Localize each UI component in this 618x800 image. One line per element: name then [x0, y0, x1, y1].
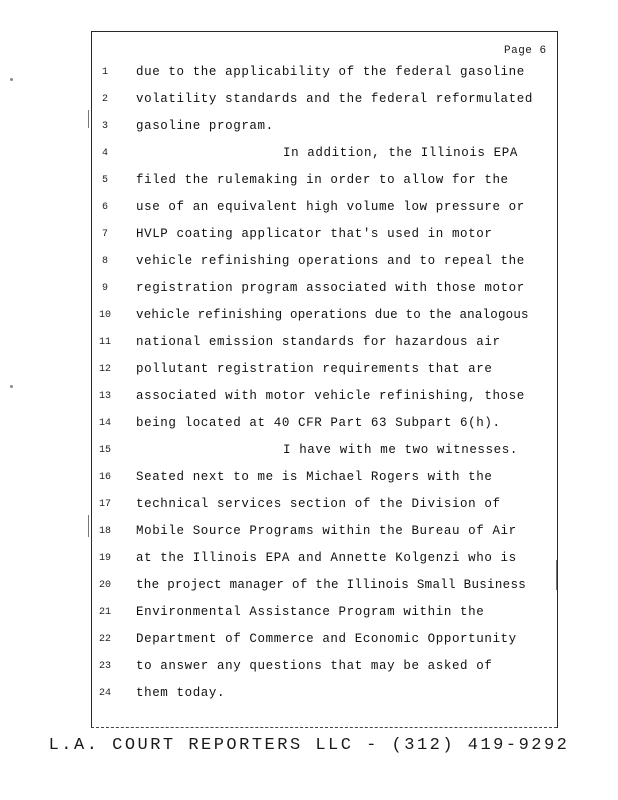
line-number: 16 [98, 472, 111, 483]
line-number: 13 [98, 391, 111, 402]
line-number: 5 [101, 175, 108, 186]
transcript-line: use of an equivalent high volume low pressure or [136, 200, 525, 214]
transcript-line: due to the applicability of the federal gasoline [136, 65, 525, 79]
line-number: 10 [98, 310, 111, 321]
margin-tick [88, 110, 89, 128]
line-number: 2 [101, 94, 108, 105]
line-number: 18 [98, 526, 111, 537]
transcript-line: national emission standards for hazardous air [136, 335, 501, 349]
line-number: 17 [98, 499, 111, 510]
line-number: 6 [101, 202, 108, 213]
transcript-line: I have with me two witnesses. [283, 443, 518, 457]
transcript-line: In addition, the Illinois EPA [283, 146, 518, 160]
transcript-line: technical services section of the Division of [136, 497, 501, 511]
transcript-line: the project manager of the Illinois Small Business [136, 578, 527, 592]
margin-tick [556, 560, 557, 590]
line-number: 4 [101, 148, 108, 159]
page-frame-bottom-rule [91, 727, 557, 728]
transcript-line: gasoline program. [136, 119, 274, 133]
court-reporter-footer: L.A. COURT REPORTERS LLC - (312) 419-9292 [48, 736, 570, 755]
line-number: 24 [98, 688, 111, 699]
transcript-line: Department of Commerce and Economic Opportunity [136, 632, 517, 646]
line-number: 21 [98, 607, 111, 618]
scan-mark [10, 78, 13, 81]
line-number: 20 [98, 580, 111, 591]
transcript-line: at the Illinois EPA and Annette Kolgenzi who is [136, 551, 517, 565]
transcript-line: being located at 40 CFR Part 63 Subpart 6(h). [136, 416, 501, 430]
transcript-line: vehicle refinishing operations and to repeal the [136, 254, 525, 268]
transcript-line: associated with motor vehicle refinishing, those [136, 389, 525, 403]
page-number: Page 6 [504, 45, 547, 57]
transcript-line: Mobile Source Programs within the Bureau of Air [136, 524, 517, 538]
line-number: 8 [101, 256, 108, 267]
transcript-line: Seated next to me is Michael Rogers with the [136, 470, 493, 484]
line-number: 19 [98, 553, 111, 564]
scan-mark [10, 385, 13, 388]
line-number: 1 [101, 67, 108, 78]
transcript-page-frame [91, 31, 558, 728]
line-number: 23 [98, 661, 111, 672]
transcript-line: filed the rulemaking in order to allow for the [136, 173, 509, 187]
margin-tick [88, 515, 89, 537]
line-number: 12 [98, 364, 111, 375]
line-number: 14 [98, 418, 111, 429]
transcript-line: volatility standards and the federal reformulated [136, 92, 533, 106]
line-number: 11 [98, 337, 111, 348]
line-number: 7 [101, 229, 108, 240]
transcript-line: them today. [136, 686, 226, 700]
line-number: 22 [98, 634, 111, 645]
line-number: 3 [101, 121, 108, 132]
transcript-line: pollutant registration requirements that are [136, 362, 493, 376]
transcript-line: vehicle refinishing operations due to the analogous [136, 308, 529, 322]
line-number: 15 [98, 445, 111, 456]
line-number: 9 [101, 283, 108, 294]
transcript-line: registration program associated with those motor [136, 281, 525, 295]
transcript-line: to answer any questions that may be asked of [136, 659, 493, 673]
transcript-line: Environmental Assistance Program within the [136, 605, 485, 619]
transcript-line: HVLP coating applicator that's used in motor [136, 227, 493, 241]
